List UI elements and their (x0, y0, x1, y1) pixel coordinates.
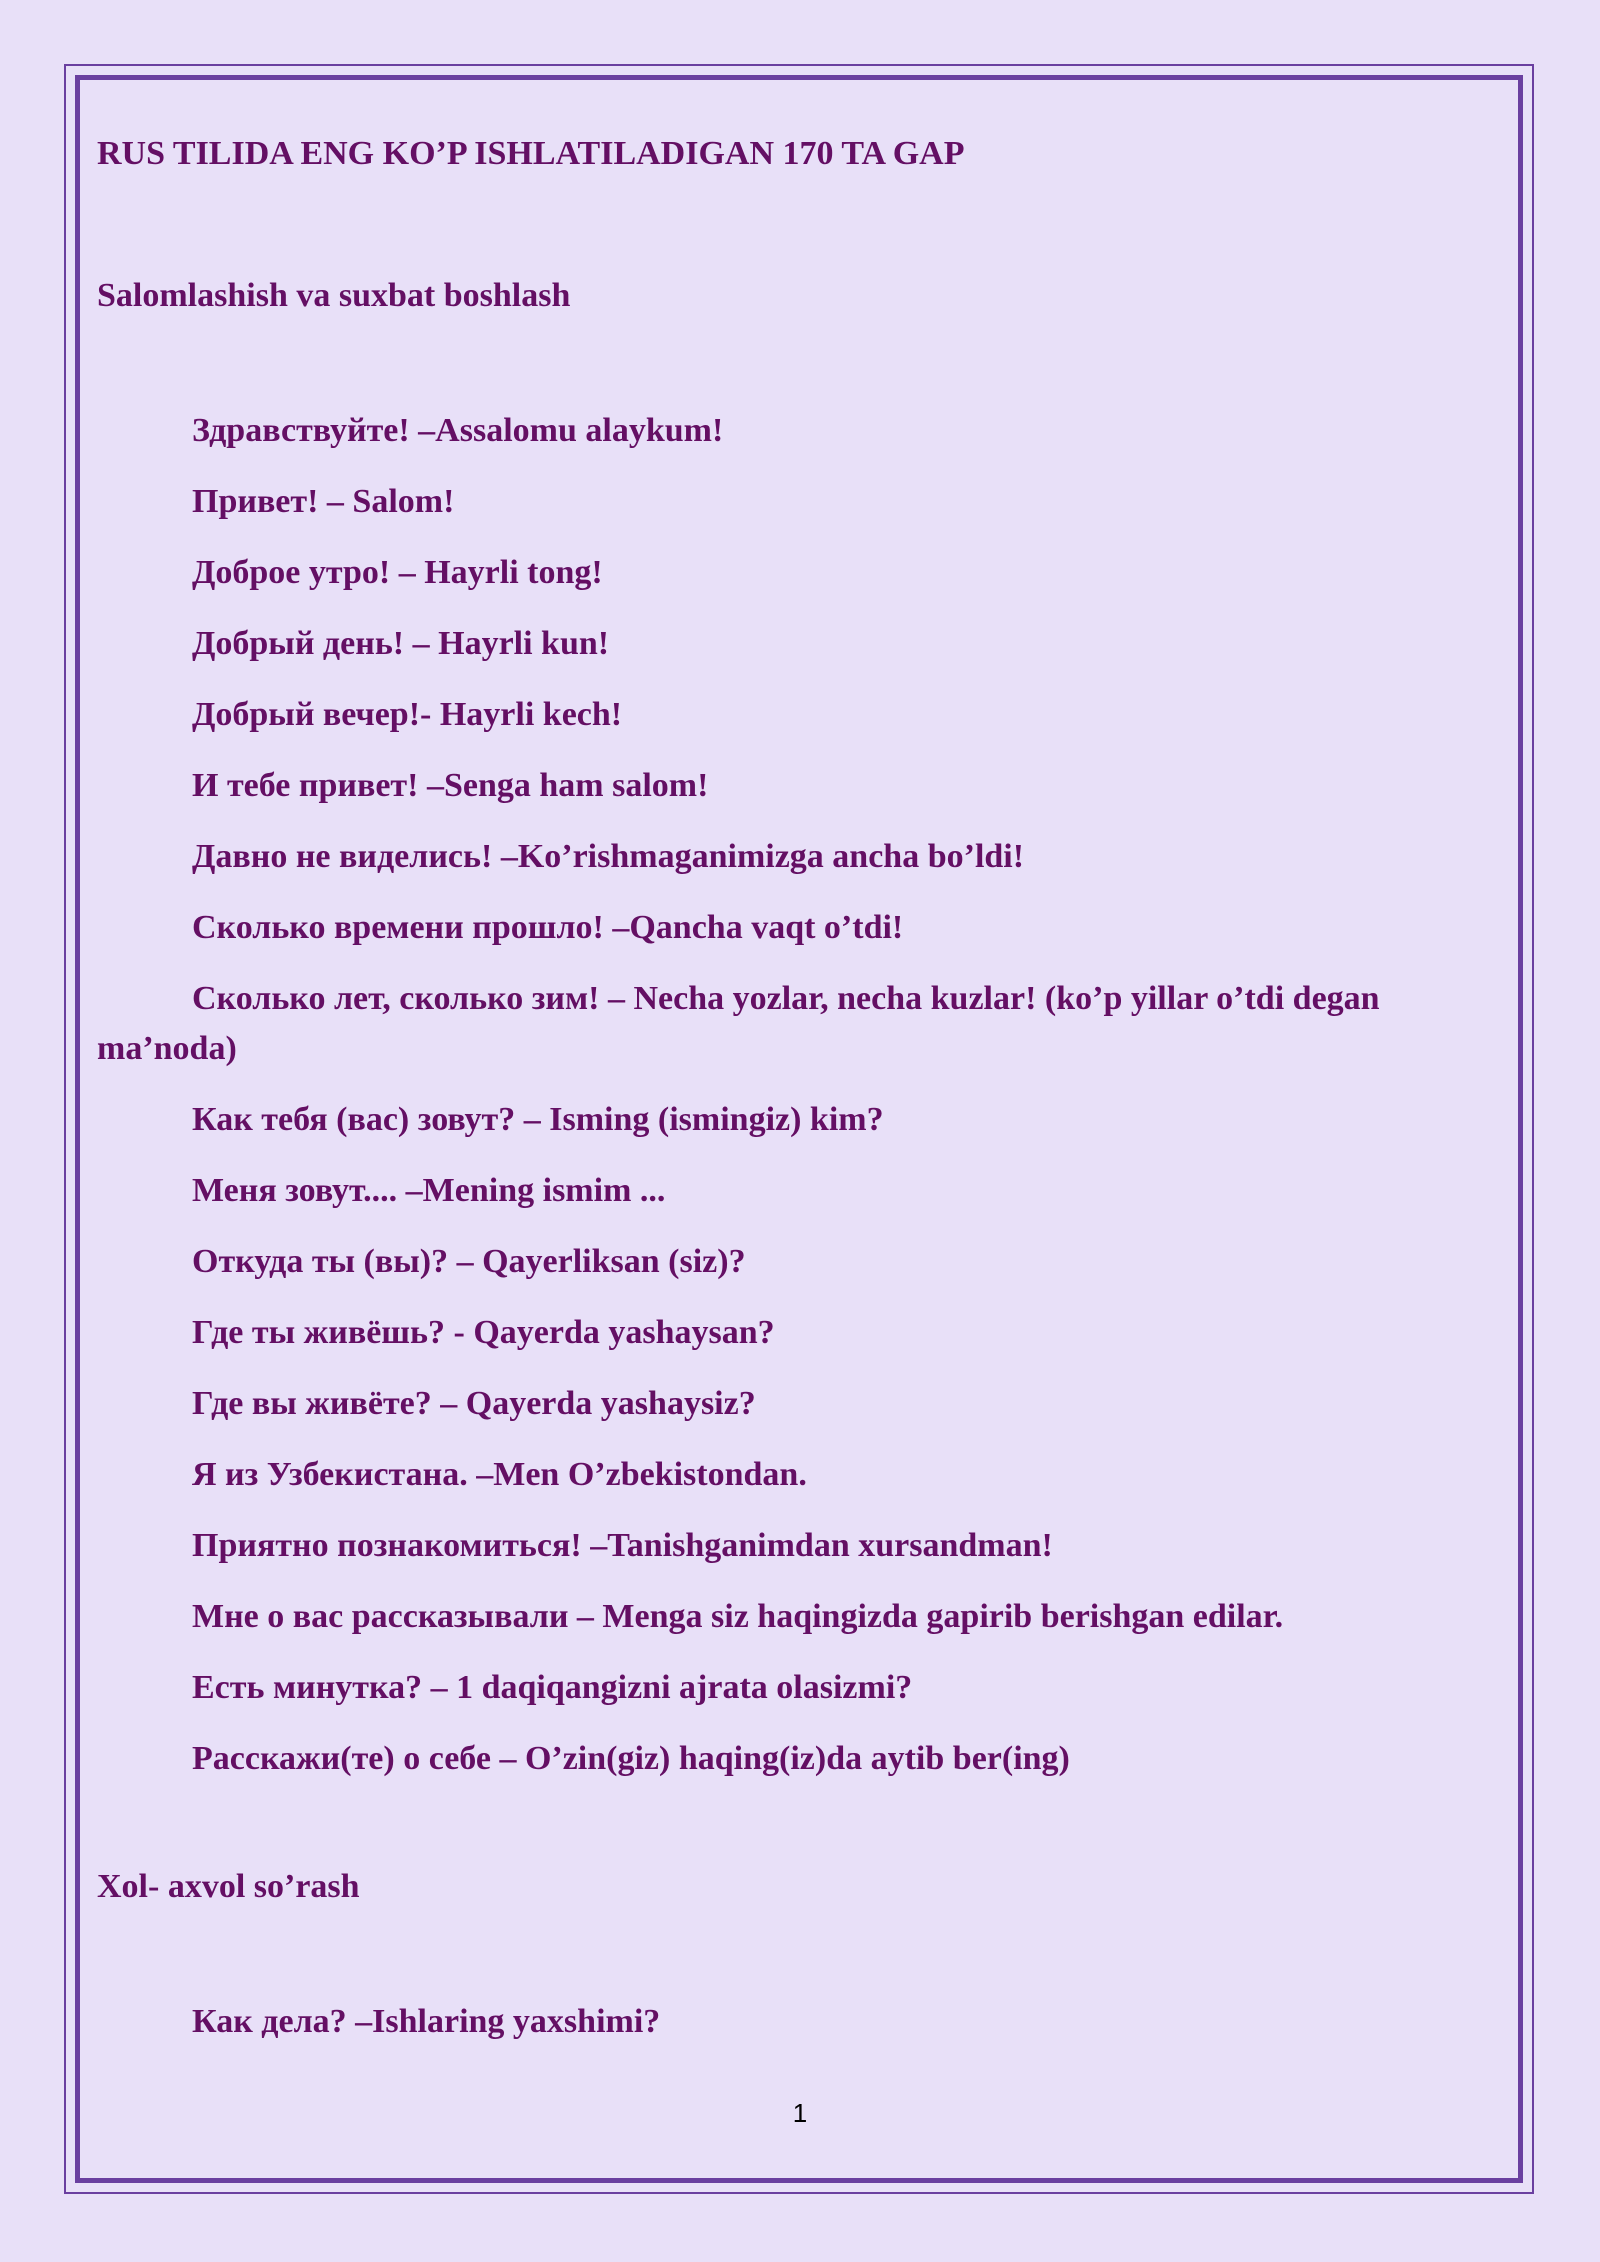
phrase-item: Добрый вечер!- Hayrli kech! (192, 696, 623, 733)
phrase-item: Откуда ты (вы)? – Qayerliksan (siz)? (192, 1243, 746, 1280)
document-body (97, 122, 1427, 2068)
phrase-item: Приятно познакомиться! –Tanishganimdan xursandman! (192, 1527, 1053, 1564)
phrase-item: Меня зовут.... –Mening ismim ... (192, 1172, 666, 1209)
phrase-item: Мне о вас рассказывали – Menga siz haqingizda gapirib berishgan edilar. (192, 1598, 1284, 1635)
phrase-item: Давно не виделись! –Ko’rishmaganimizga ancha bo’ldi! (192, 838, 1025, 875)
section-heading-greetings: Salomlashish va suxbat boshlash (97, 277, 571, 314)
phrase-item: Где вы живёте? – Qayerda yashaysiz? (192, 1385, 756, 1422)
phrase-list-greetings (97, 406, 1427, 1784)
phrase-item: Расскажи(те) о себе – O’zin(giz) haqing(iz)da aytib ber(ing) (192, 1740, 1070, 1777)
spacer (97, 328, 1427, 406)
document-title: RUS TILIDA ENG KO’P ISHLATILADIGAN 170 TA GAP (97, 135, 965, 172)
phrase-item: Сколько лет, сколько зим! – Necha yozlar, necha kuzlar! (ko’p yillar o’tdi degan ma’noda) (97, 980, 1380, 1067)
phrase-list-how-are-you (97, 1997, 1427, 2047)
page-number: 1 (792, 2098, 808, 2128)
phrase-item: Доброе утро! – Hayrli tong! (192, 554, 603, 591)
phrase-item: Здравствуйте! –Assalomu alaykum! (192, 412, 724, 449)
spacer (97, 1919, 1427, 1997)
phrase-item: Добрый день! – Hayrli kun! (192, 625, 610, 662)
phrase-item: Как дела? –Ishlaring yaxshimi? (192, 2003, 661, 2040)
phrase-item: Сколько времени прошло! –Qancha vaqt o’tdi! (192, 909, 904, 946)
phrase-item: Я из Узбекистана. –Men O’zbekistondan. (192, 1456, 807, 1493)
spacer (97, 1805, 1427, 1855)
section-heading-how-are-you: Xol- axvol so’rash (97, 1868, 360, 1905)
phrase-item: Где ты живёшь? - Qayerda yashaysan? (192, 1314, 775, 1351)
spacer (97, 186, 1427, 264)
phrase-item: Привет! – Salom! (192, 483, 455, 520)
phrase-item: И тебе привет! –Senga ham salom! (192, 767, 709, 804)
phrase-item: Как тебя (вас) зовут? – Isming (ismingiz) kim? (192, 1101, 884, 1138)
phrase-item: Есть минутка? – 1 daqiqangizni ajrata olasizmi? (192, 1669, 913, 1706)
